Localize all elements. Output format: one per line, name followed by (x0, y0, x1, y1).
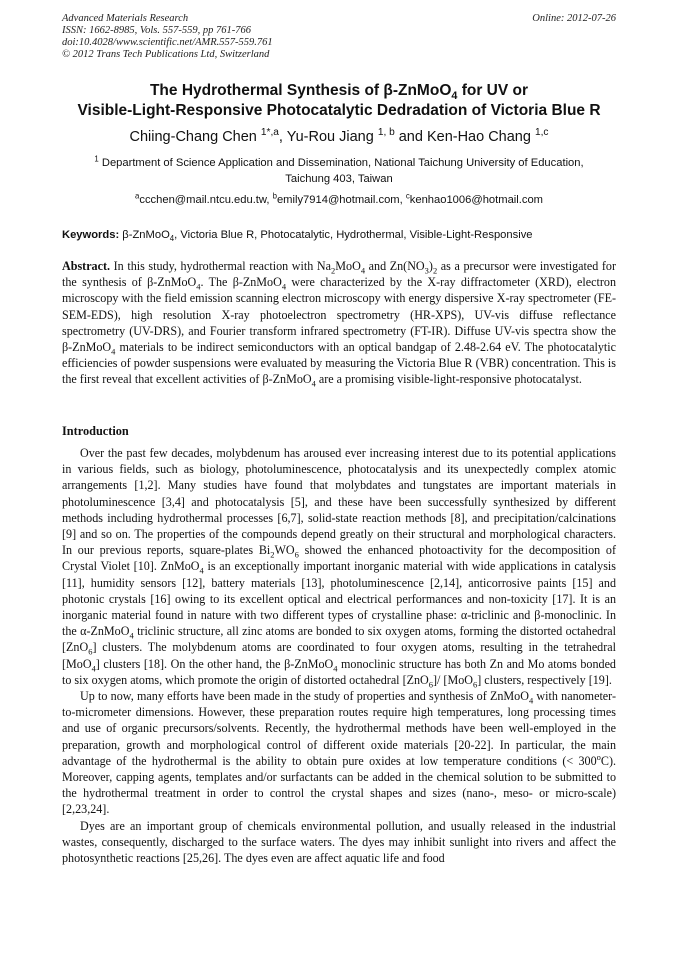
online-date: Online: 2012-07-26 (532, 13, 616, 24)
abstract-label: Abstract. (62, 259, 111, 273)
email-a: ccchen@mail.ntcu.edu.tw, (139, 194, 273, 206)
introduction-body (62, 445, 616, 866)
keywords-label: Keywords: (62, 229, 120, 241)
intro-paragraph-3: Dyes are an important group of chemicals environmental pollution, and usually released in the industrial wastes, consequently, discharged to the surface waters. The dyes may inhibit sunlight into rivers and affect the photosynthetic reactions [25,26]. The dyes even are affect aquatic life and food (62, 818, 616, 866)
copyright-line: © 2012 Trans Tech Publications Ltd, Switzerland (62, 49, 270, 60)
journal-header (62, 13, 616, 61)
journal-name: Advanced Materials Research (62, 13, 189, 24)
author-1: Chiing-Chang Chen (129, 129, 261, 145)
paper-title: The Hydrothermal Synthesis of β-ZnMoO$_4$ for UV or Visible-Light-Responsive Photocatalytic Dedradation of Victoria Blue R (77, 82, 601, 119)
email-b: emily7914@hotmail.com, (276, 194, 406, 206)
affiliation: $^1$ Department of Science Application and Dissemination, National Taichung University of Education, Taichung 403, Taiwan (94, 154, 584, 185)
author-2: Yu-Rou Jiang (286, 129, 378, 145)
issn-line: ISSN: 1662-8985, Vols. 557-559, pp 761-766 (62, 25, 251, 36)
intro-paragraph-2: Up to now, many efforts have been made in the study of properties and synthesis of ZnMoO$_4$ with nanometer-to-micrometer dimensions. However, these preparation routes require high temperatures, long processing times and use of organic precursors/solvents. Recently, the hydrothermal methods have been well-employed in the preparation, growth and morphological control of different oxide materials [20-22]. In particular, the main advantage of the hydrothermal is the ability to obtain pure oxides at low temperature conditions (< $300^oC$). Moreover, capping agents, templates and/or surfactants can be added in the chemical solution to be submitted to the hydrothermal treatment in order to control the crystal shapes and sizes (nano-, meso- or micro-scale) [2,23,24]. (62, 689, 616, 817)
doi-line: doi:10.4028/www.scientific.net/AMR.557-559.761 (62, 37, 273, 48)
section-heading-introduction: Introduction (62, 424, 129, 438)
keywords: Keywords: β-ZnMoO$_4$, Victoria Blue R, Photocatalytic, Hydrothermal, Visible-Light-Responsive (62, 229, 533, 244)
intro-paragraph-1: Over the past few decades, molybdenum has aroused ever increasing interest due to its potential applications in various fields, such as biology, photoluminescence, photocatalysis and its unexpectedly complex atomic arrangements [1,2]. Many studies have found that molybdates and tungstates are important materials in photoluminescence [3,4] and photocatalysis [5], and these have been successfully synthesized by different methods including hydrothermal processes [6,7], solid-state reaction methods [8], and precipitation/calcinations [9] and so on. The properties of the compounds depend greatly on their structural and morphological characters. In our previous reports, square-plates $Bi_2WO_6$ showed the enhanced photoactivity for the decomposition of Crystal Violet [10]. ZnMoO$_4$ is an exceptionally important inorganic material with wide applications in catalysis [11], humidity sensors [12], battery materials [13], photoluminescence [2,14], anticorrosive paints [15] and photonic crystals [16] owing to its excellent optical and electrical performances and non-toxicity [17]. It is an inorganic material found in nature with two different types of crystalline phase: α-triclinic and β-monoclinic. In the α-ZnMoO$_4$ triclinic structure, all zinc atoms are bonded to six oxygen atoms, forming the distorted octahedral [ZnO$_6$] clusters. The molybdenum atoms are coordinated to four oxygen atoms, resulting in the tetrahedral [MoO$_4$] clusters [18]. On the other hand, the β-ZnMoO$_4$ monoclinic structure has both Zn and Mo atoms bonded to six oxygen atoms, which promote the origin of distorted octahedral [ZnO$_6$]/ [MoO$_6$] clusters, respectively [19]. (62, 446, 616, 690)
author-3: Ken-Hao Chang (426, 129, 535, 145)
email-c: kenhao1006@hotmail.com (409, 194, 544, 206)
email-list: $^a$ccchen@mail.ntcu.edu.tw, $^b$emily7914@hotmail.com, $^c$kenhao1006@hotmail.com (134, 191, 544, 206)
abstract: Abstract. In this study, hydrothermal reaction with $Na_2MoO_4$ and $Zn(NO_3)_2$ as a precursor were investigated for the synthesis of β-ZnMoO$_4$. The β-ZnMoO$_4$ were characterized by the X-ray diffractometer (XRD), electron microscopy with the field emission scanning electron microscopy with energy dispersive X-ray spectrometer (FE-SEM-EDS), high resolution X-ray photoelectron spectrometry (HR-XPS), UV-vis diffuse reflectance spectrometry (UV-DRS), and Fourier transform infrared spectrometry (FT-IR). Diffuse UV-vis spectra show the β-ZnMoO$_4$ materials to be indirect semiconductors with an optical bandgap of 2.48-2.64 eV. The photocatalytic efficiencies of powder suspensions were evaluated by measuring the Victoria Blue R (VBR) concentration. This is the first reveal that excellent activities of β-ZnMoO$_4$ are a promising visible-light-responsive photocatalyst. (62, 259, 616, 389)
author-list: Chiing-Chang Chen $^{1*,a}$, Yu-Rou Jiang $^{1, b}$ and Ken-Hao Chang $^{1,c}$ (129, 127, 549, 145)
